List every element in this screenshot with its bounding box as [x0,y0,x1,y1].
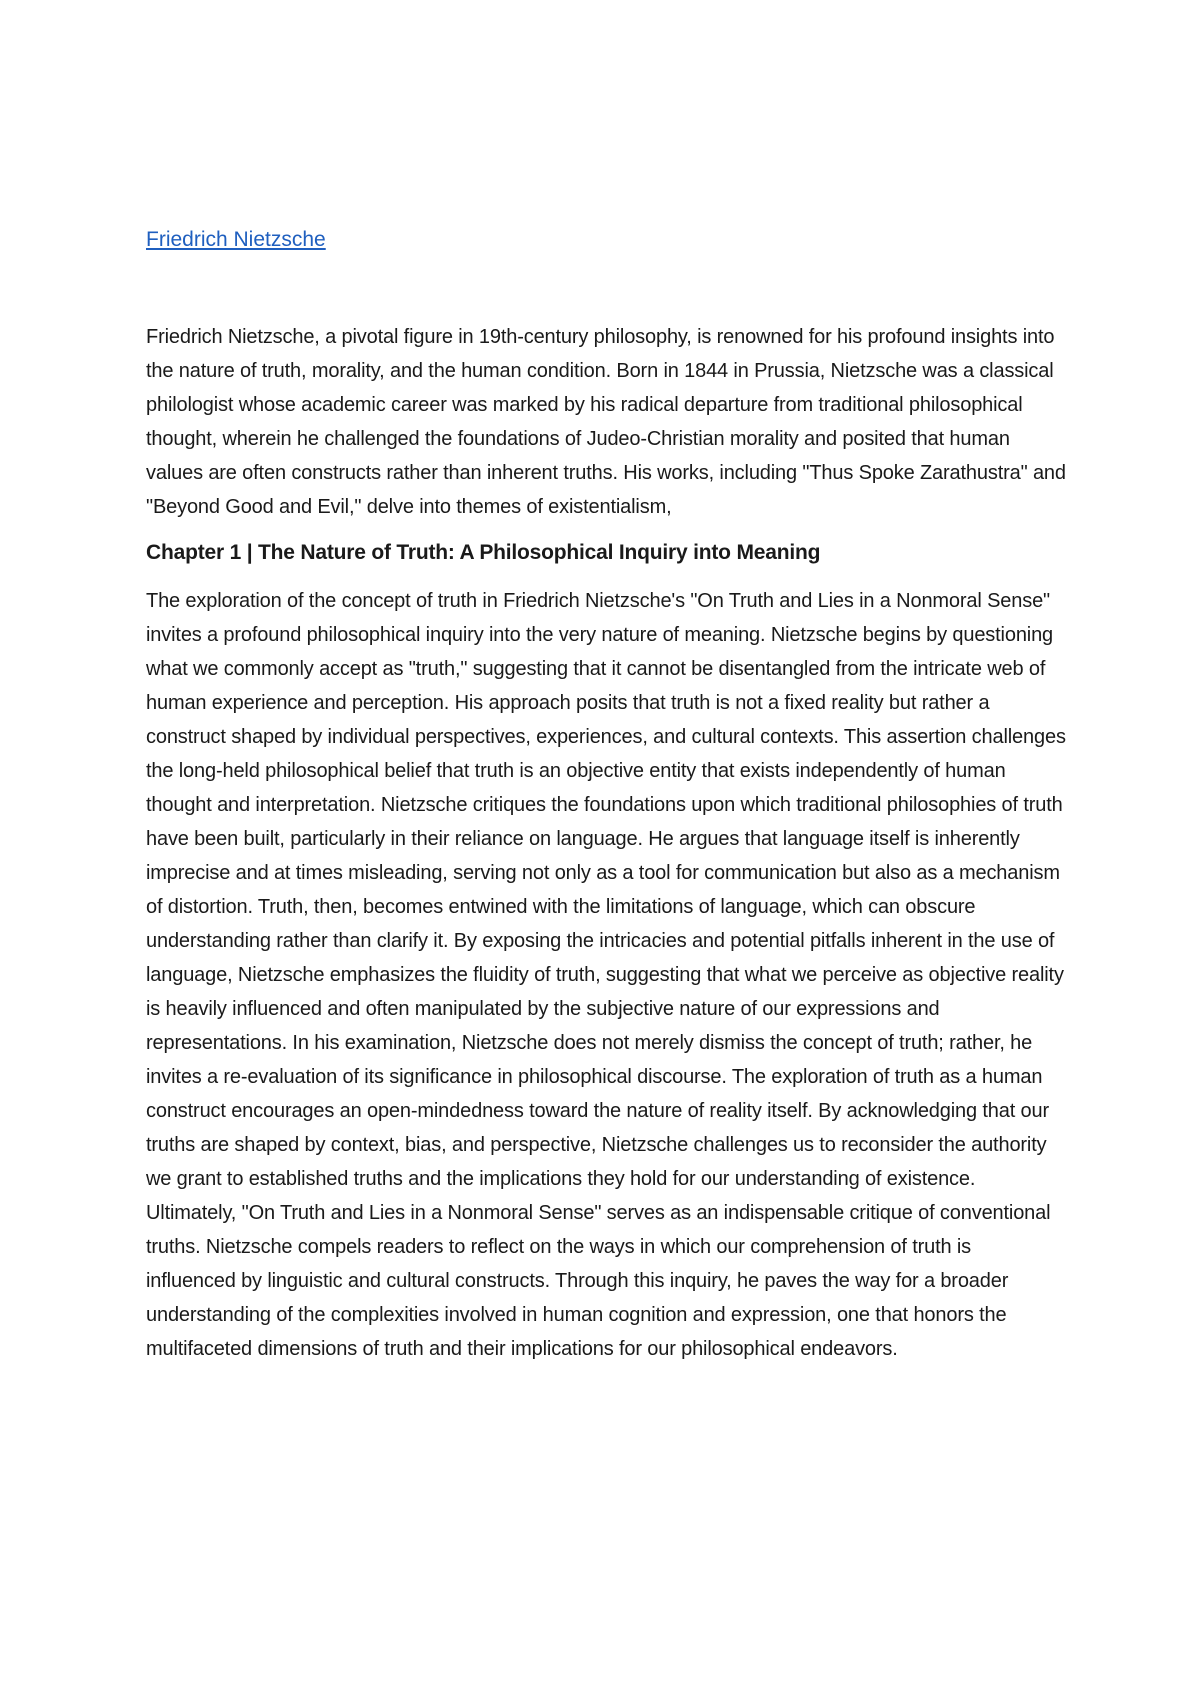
intro-paragraph: Friedrich Nietzsche, a pivotal figure in 19th-century philosophy, is renowned for his profound insights into the nature of truth, morality, and the human condition. Born in 1844 in Prussia, Nietzsche was a classical philologist whose academic career was marked by his radical departure from traditional philosophical thought, wherein he challenged the foundations of Judeo-Christian morality and posited that human values are often constructs rather than inherent truths. His works, including "Thus Spoke Zarathustra" and "Beyond Good and Evil," delve into themes of existentialism, [146,326,1066,518]
title-link[interactable]: Friedrich Nietzsche [146,228,326,251]
chapter-heading: Chapter 1 | The Nature of Truth: A Philosophical Inquiry into Meaning [146,541,821,564]
document-content [146,226,1066,1366]
chapter-paragraph: The exploration of the concept of truth in Friedrich Nietzsche's "On Truth and Lies in a Nonmoral Sense" invites a profound philosophical inquiry into the very nature of meaning. Nietzsche begins by questioning what we commonly accept as "truth," suggesting that it cannot be disentangled from the intricate web of human experience and perception. His approach posits that truth is not a fixed reality but rather a construct shaped by individual perspectives, experiences, and cultural contexts. This assertion challenges the long-held philosophical belief that truth is an objective entity that exists independently of human thought and interpretation. Nietzsche critiques the foundations upon which traditional philosophies of truth have been built, particularly in their reliance on language. He argues that language itself is inherently imprecise and at times misleading, serving not only as a tool for communication but also as a mechanism of distortion. Truth, then, becomes entwined with the limitations of language, which can obscure understanding rather than clarify it. By exposing the intricacies and potential pitfalls inherent in the use of language, Nietzsche emphasizes the fluidity of truth, suggesting that what we perceive as objective reality is heavily influenced and often manipulated by the subjective nature of our expressions and representations. In his examination, Nietzsche does not merely dismiss the concept of truth; rather, he invites a re-evaluation of its significance in philosophical discourse. The exploration of truth as a human construct encourages an open-mindedness toward the nature of reality itself. By acknowledging that our truths are shaped by context, bias, and perspective, Nietzsche challenges us to reconsider the authority we grant to established truths and the implications they hold for our understanding of existence. Ultimately, "On Truth and Lies in a Nonmoral Sense" serves as an indispensable critique of conventional truths. Nietzsche compels readers to reflect on the ways in which our comprehension of truth is influenced by linguistic and cultural constructs. Through this inquiry, he paves the way for a broader understanding of the complexities involved in human cognition and expression, one that honors the multifaceted dimensions of truth and their implications for our philosophical endeavors. [146,590,1066,1360]
